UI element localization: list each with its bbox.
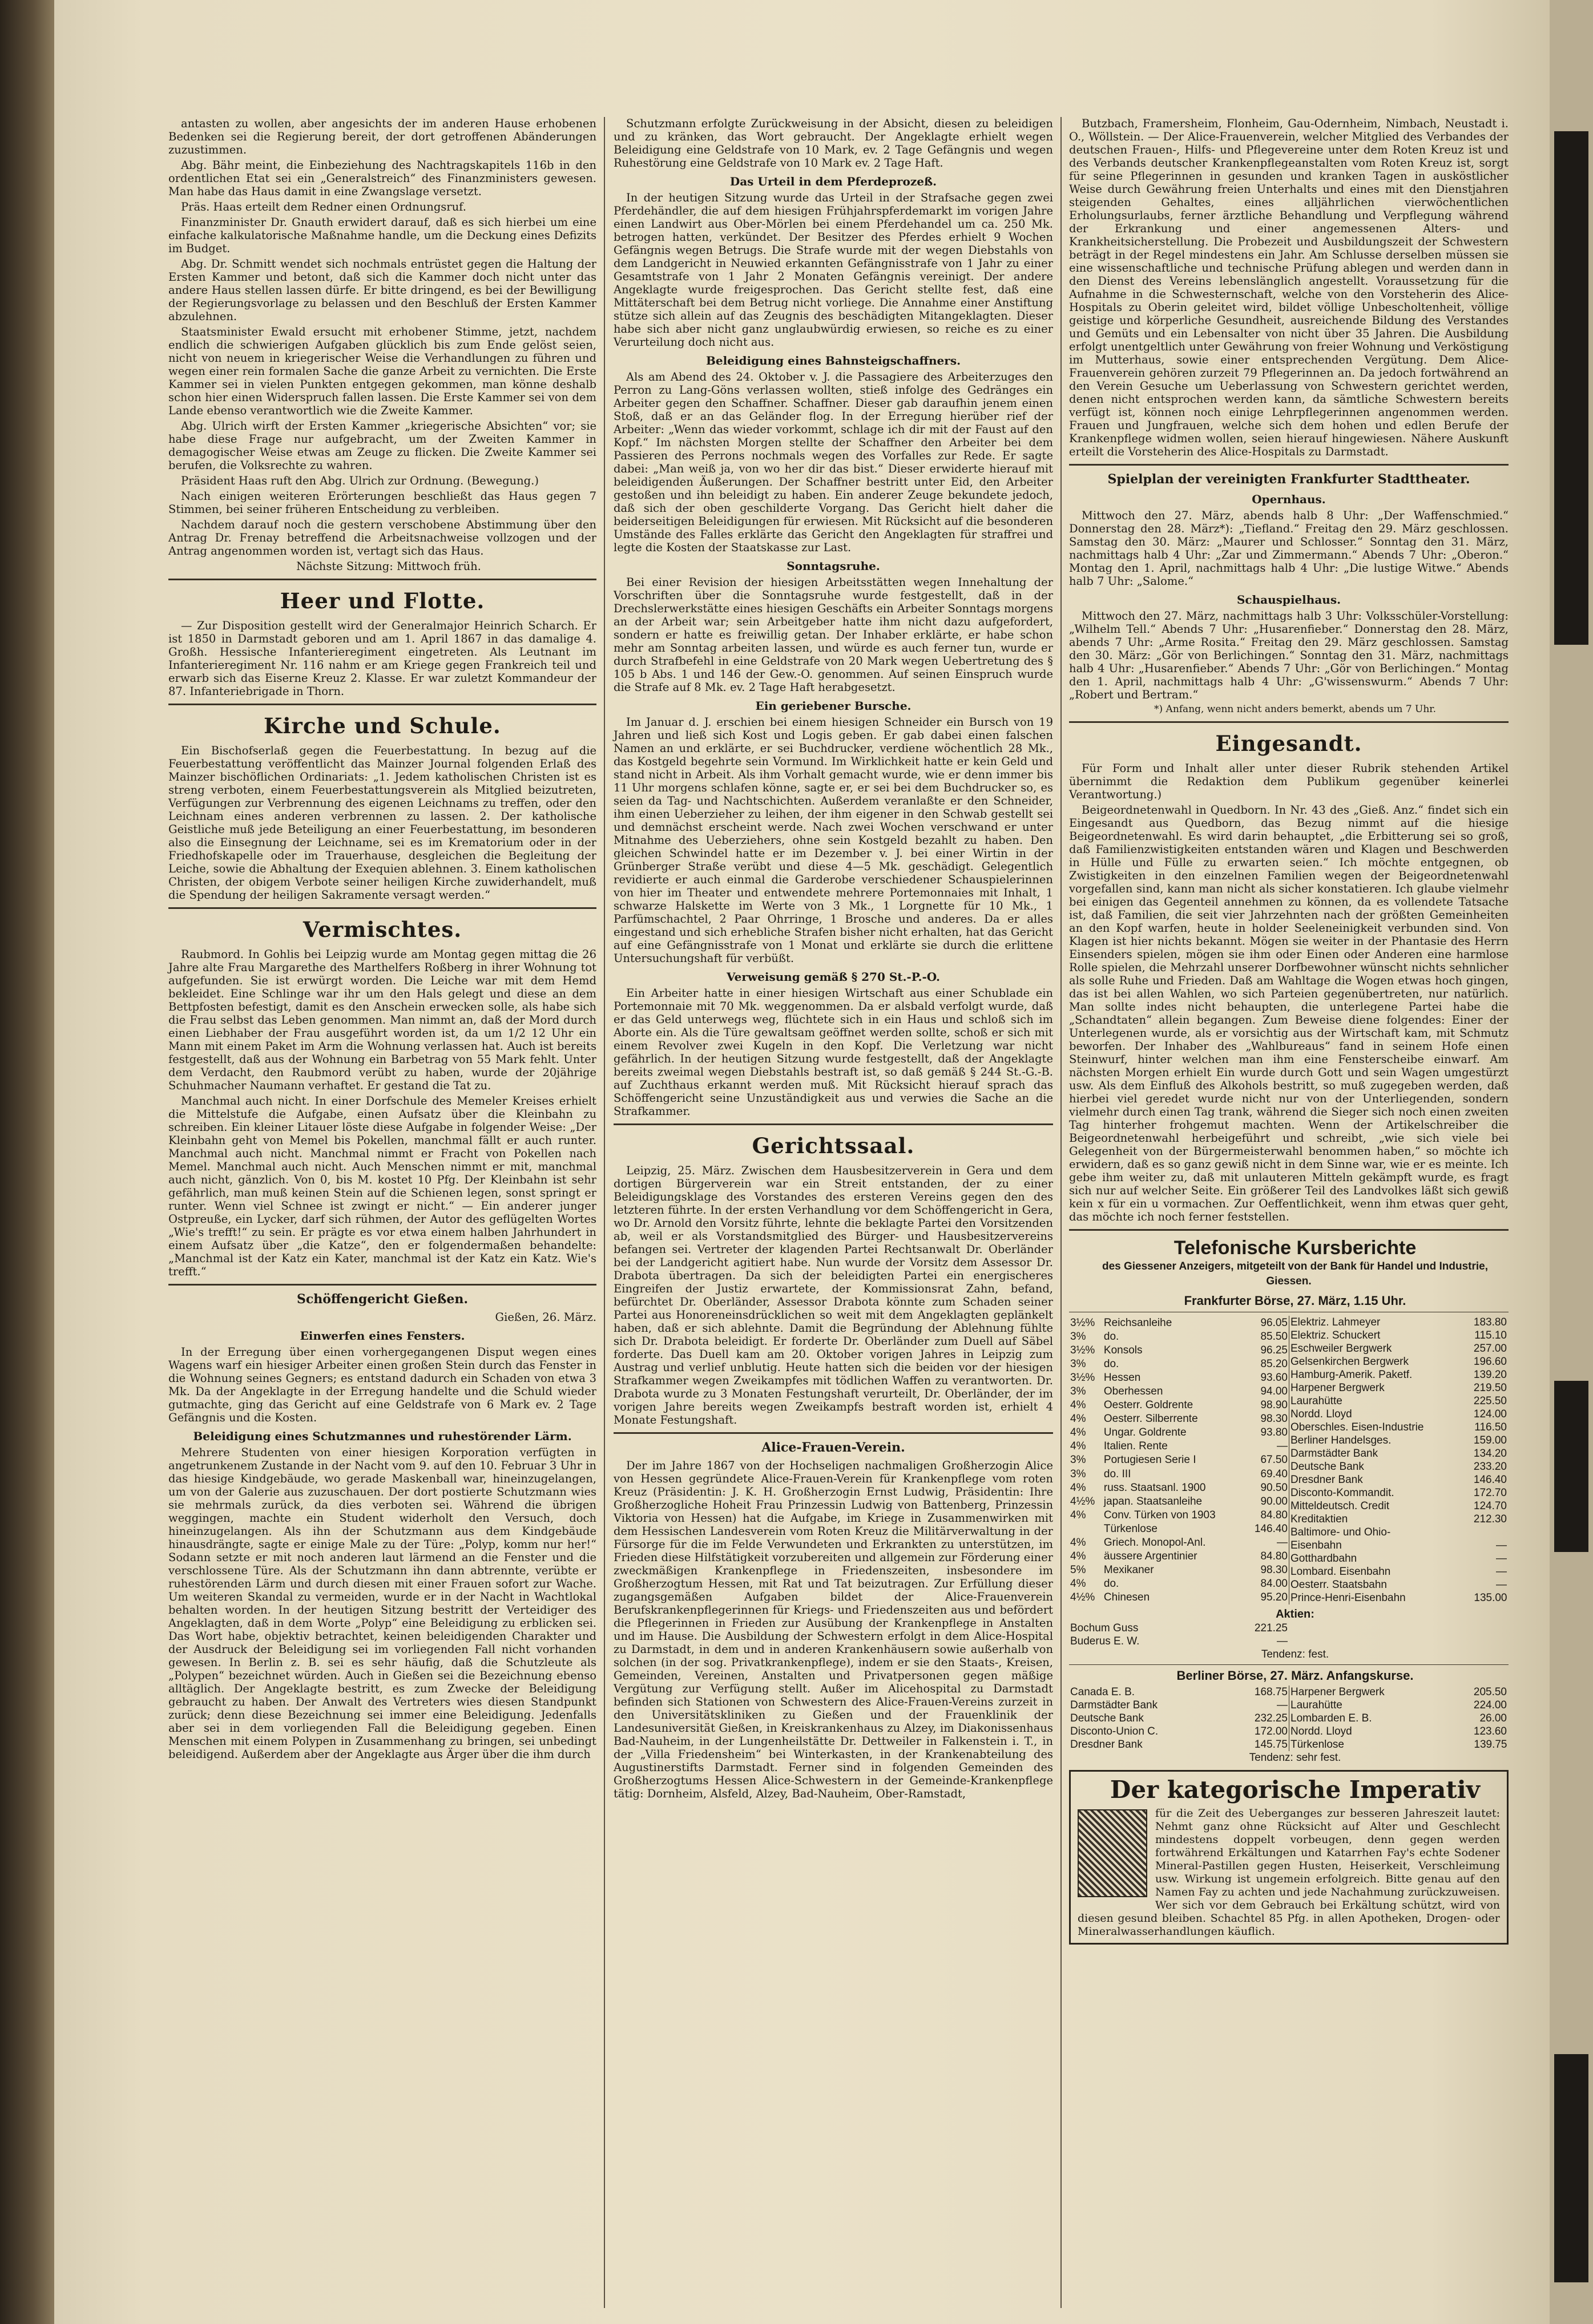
paragraph: In der Erregung über einen vorhergegangenen Disput wegen eines Wagens warf ein hiesiger Arbeiter einen großen Stein durch das Fenster in die Wohnung seines Gegners; es entstand dadurch ein Schaden von etwa 3 Mk. Da der Angeklagte in der Erregung handelte und die Schuld wieder gutmachte, ging das Gericht auf eine Geldstrafe von 6 Mark ev. 2 Tage Gefängnis und die Kosten.: [168, 1345, 596, 1424]
table-row: [1069, 1316, 1289, 1329]
table-cell: 232.25: [1254, 1712, 1288, 1724]
column-rule: [604, 117, 605, 2308]
section-heading-kirche: Kirche und Schule.: [264, 713, 501, 738]
table-cell: Reichsanleihe: [1103, 1316, 1172, 1329]
table-cell: Eschweiler Bergwerk: [1290, 1343, 1392, 1355]
table-row: [1289, 1342, 1509, 1355]
paragraph: Mittwoch den 27. März, abends halb 8 Uhr: „Der Waffenschmied.“ Donnerstag den 28. März*): „Tiefland.“ Freitag den 29. März geschlossen. Samstag den 30. März: „Maurer und Schlosser.“ Sonntag den 31. März, nachmittags halb 4 Uhr: „Zar und Zimmermann.“ Abends 7 Uhr: „Oberon.“ Montag den 1. April, nachmittags halb 4 Uhr: „Die lustige Witwe.“ Abends halb 7 Uhr: „Salome.“: [1069, 509, 1509, 588]
table-cell: 224.00: [1473, 1699, 1507, 1711]
table-cell: —: [1496, 1539, 1507, 1551]
table-cell: Darmstädter Bank: [1070, 1699, 1158, 1711]
table-cell: Oberhessen: [1103, 1385, 1163, 1398]
table-row: [1289, 1447, 1509, 1460]
table-cell: 5%: [1070, 1564, 1086, 1577]
frankfurt-stocks-table: [1289, 1316, 1509, 1604]
table-cell: Gelsenkirchen Bergwerk: [1290, 1356, 1409, 1368]
table-cell: Disconto-Union C.: [1070, 1725, 1159, 1737]
table-cell: 212.30: [1473, 1513, 1507, 1525]
table-row: [1069, 1371, 1289, 1384]
paragraph: Nach einigen weiteren Erörterungen beschließt das Haus gegen 7 Stimmen, bei seiner früheren Entscheidung zu verbleiben.: [168, 490, 596, 516]
table-cell: 116.50: [1474, 1421, 1507, 1433]
table-cell: 159.00: [1473, 1434, 1507, 1446]
table-row: [1289, 1355, 1509, 1368]
table-row: [1069, 1494, 1289, 1508]
table-row: [1069, 1712, 1289, 1725]
divider: [1069, 721, 1509, 723]
table-row: [1289, 1552, 1509, 1565]
table-cell: Elektriz. Lahmeyer: [1290, 1316, 1381, 1328]
table-cell: 205.50: [1473, 1686, 1507, 1698]
table-row: [1069, 1467, 1289, 1481]
table-cell: 96.05: [1260, 1316, 1288, 1329]
paragraph: Abg. Bähr meint, die Einbeziehung des Nachtragskapitels 116b in den ordentlichen Etat sei ein „Generalstreich“ des Finanzministers gewesen. Man habe das Haus damit in eine Zwangslage versetzt.: [168, 159, 596, 198]
table-row: [1289, 1725, 1509, 1738]
table-row: [1289, 1316, 1509, 1329]
table-row: [1069, 1357, 1289, 1371]
ad-text: für die Zeit des Ueberganges zur besseren Jahreszeit lautet: Nehmt ganz ohne Rücksicht auf Alter und Geschlecht mindestens doppelt vorbeugen, denn gegen werden fortwährend Erkältungen und Katarrhen Fay's echte Sodener Mineral-Pastillen gegen Husten, Heiserkeit, Verschleimung usw. Wirkung ist ungemein erfolgreich. Bitte genau auf den Namen Fay zu achten und jede Nachahmung zurückzuweisen. Wer sich vor dem Gebrauch bei Erkältung schützt, wird von diesen gesund bleiben. Schachtel 85 Pfg. in allen Apotheken, Drogen- oder Mineralwasserhandlungen käuflich.: [1078, 1807, 1500, 1938]
table-cell: Lombarden E. B.: [1290, 1712, 1372, 1724]
section-heading-gerichtssaal: Gerichtssaal.: [752, 1133, 915, 1158]
table-cell: 3½%: [1070, 1316, 1095, 1329]
table-cell: 124.70: [1473, 1500, 1507, 1512]
table-row: [1069, 1635, 1289, 1648]
table-cell: Nordd. Lloyd: [1290, 1408, 1352, 1420]
stock-report: [1069, 1236, 1509, 1764]
ad-title: Der kategorische Imperativ: [1110, 1776, 1481, 1804]
stock-report-title: Telefonische Kursberichte: [1173, 1237, 1417, 1259]
aktien-table: [1069, 1622, 1289, 1648]
table-cell: —: [1496, 1566, 1507, 1578]
table-cell: 219.50: [1473, 1382, 1507, 1394]
table-row: [1069, 1481, 1289, 1494]
table-cell: 257.00: [1473, 1343, 1507, 1355]
table-row: [1289, 1434, 1509, 1447]
divider: [168, 1284, 596, 1286]
table-cell: do. III: [1103, 1468, 1131, 1480]
paragraph: Finanzminister Dr. Gnauth erwidert darauf, daß es sich hierbei um eine einfache kalkulatorische Maßnahme handle, um die Deckung eines Defizits im Budget.: [168, 216, 596, 255]
table-cell: Laurahütte: [1290, 1699, 1342, 1711]
table-row: [1069, 1426, 1289, 1440]
table-cell: 183.80: [1473, 1316, 1507, 1328]
subheading: Verweisung gemäß § 270 St.-P.-O.: [726, 970, 941, 984]
table-cell: 90.00: [1260, 1495, 1288, 1507]
table-row: [1289, 1381, 1509, 1395]
paragraph: Butzbach, Framersheim, Flonheim, Gau-Odernheim, Nimbach, Neustadt i. O., Wöllstein. — Der Alice-Frauenverein, welcher Mitglied des Verbandes der deutschen Frauen-, Hilfs- und Pflegevereine unter dem Roten Kreuz ist und des Verbands deutscher Krankenpflegeanstalten vom Roten Kreuz ist, sorgt für seine Pflegerinnen in gesunden und kranken Tagen in ausköstlicher Weise durch Gewährung freien Unterhalts und eines mit den Dienstjahren steigenden Gehaltes, eines alljährlichen vierwöchentlichen Erholungsurlaubs, ferner ärztliche Behandlung und Verpflegung während der Erkrankung und einer angemessenen Alters- und Krankheitsicherstellung. Die Probezeit und Ausbildungszeit der Schwestern beträgt in der Regel mindestens ein Jahr. Am Schlusse derselben müssen sie eine wissenschaftliche und technische Prüfung ablegen und werden dann in den Dienst des Vereins lebenslänglich angestellt. Voraussetzung für die Aufnahme in die Schwesternschaft, welche von den Vorsteherin des Alice-Hospitals zu Oberin geleitet wird, bildet völlige Unbescholtenheit, völlige geistige und körperliche Gesundheit, ausreichende Bildung des Verstandes und Gemüts und ein Lebensalter von nicht über 35 Jahren. Die Ausbildung erfolgt unentgeltlich unter Gewährung von freier Wohnung und Verköstigung im Mutterhaus, sowie einer entsprechenden Vergütung. Dem Alice-Frauenverein gehören zurzeit 79 Pflegerinnen an. Da jedoch fortwährend an den Verein Gesuche um Ueberlassung von Schwestern gerichtet werden, denen nicht entsprochen werden kann, da sämtliche Schwestern bereits verfügt ist, können noch einige Lehrpflegerinnen angenommen werden. Frauen und Jungfrauen, welche sich dem hohen und edlen Berufe der Krankenpflege widmen wollen, seien hierauf hingewiesen. Nähere Auskunft erteilt die Vorsteherin des Alice-Hospitals zu Darmstadt.: [1069, 117, 1509, 458]
table-cell: —: [1277, 1699, 1288, 1711]
table-cell: Lombard. Eisenbahn: [1290, 1566, 1391, 1578]
table-cell: 4%: [1070, 1440, 1086, 1453]
table-row: [1069, 1725, 1289, 1738]
table-row: [1289, 1578, 1509, 1591]
table-cell: Ungar. Goldrente: [1103, 1426, 1187, 1439]
table-row: [1069, 1550, 1289, 1563]
paragraph: — Zur Disposition gestellt wird der Generalmajor Heinrich Scharch. Er ist 1850 in Darmstadt geboren und am 1. April 1867 in das damalige 4. Großh. Hessische Infanterieregiment eingetreten. Als Leutnant im Infanterieregiment Nr. 116 nahm er am Kriege gegen Frankreich teil und erwarb sich das Eiserne Kreuz 2. Klasse. Er war zuletzt Kommandeur der 87. Infanteriebrigade in Thorn.: [168, 619, 596, 698]
table-cell: 4%: [1070, 1399, 1086, 1412]
frankfurt-table: [1069, 1316, 1509, 1604]
table-cell: 196.60: [1473, 1356, 1507, 1368]
table-cell: 98.90: [1260, 1399, 1288, 1412]
table-row: [1289, 1368, 1509, 1381]
paragraph: Im Januar d. J. erschien bei einem hiesigen Schneider ein Bursch von 19 Jahren und ließ sich Kost und Logis geben. Er gab dabei einen falschen Namen an und erklärte, er sei Buchdrucker, verdiene wöchentlich 28 Mk., das Kostgeld begehrte sein Vormund. Im Wirklichkeit hatte er kein Geld und stand nicht in Arbeit. Als ihm Vorhalt gemacht wurde, wie er denn immer bis 11 Uhr morgens schlafen könne, sagte er, er sei bei dem Buchdrucker so, es seien da Tag- und Nachtschichten. Außerdem veranlaßte er den Schneider, ihm einen Ueberzieher zu leihen, der ihm eigener in den Schwab gestellt sei und demnächst erscheint werde. Nach zwei Wochen verschwand er unter Mitnahme des Ueberziehers, ohne sein Kostgeld bezahlt zu haben. Den gleichen Schwindel hatte er im Dezember v. J. bei einer Wirtin in der Grünberger Straße verübt und diese 4—5 Mk. geschädigt. Gelegentlich revidierte er auch einmal die Garderobe verschiedener Schauspielerinnen von hier im Theater und entwendete mehrere Portemonnaies mit Inhalt, 1 schwarze Halskette im Werte von 3 Mk., 1 Lorgnette für 10 Mk., 1 Parfümschachtel, 2 Paar Ohrringe, 1 Brosche und anderes. Da er alles eingestand und sich erhebliche Strafen bisher nicht erhalten, hat das Gericht auf eine Gefängnisstrafe von 1 Monat und erklärte sie durch die erlittene Untersuchungshaft für verbüßt.: [614, 716, 1053, 965]
table-cell: 3%: [1070, 1385, 1086, 1398]
paragraph: Als am Abend des 24. Oktober v. J. die Passagiere des Arbeiterzuges den Perron zu Lang-Göns verlassen wollten, stieß infolge des Gedränges ein Arbeiter gegen den Schaffner. Schaffner. Dieser gab daraufhin jenem einen Stoß, daß er an das Geländer flog. In der Erregung hierüber rief der Arbeiter: „Wenn das wieder vorkommt, schlage ich dir mit der Faust auf den Kopf.“ Im nächsten Morgen stellte der Schaffner den Arbeiter bei dem Passieren des Perrons nochmals wegen des Vorfalles zur Rede. Er sagte dabei: „Man weiß ja, von wo her dir das bist.“ Dieser erwiderte hierauf mit beleidigenden Äußerungen. Der Schaffner bestritt unter Eid, den Arbeiter gestoßen und ihn beleidigt zu haben. Ein anderer Zeuge bekundete jedoch, daß sich der oben geschilderte Vorgang. Das Gericht hielt daher die beiderseitigen Beleidigungen für erwiesen. Mit Rücksicht auf die besonderen Umstände des Falles erklärte das Gericht den Angeklagten für straffrei und legte die Kosten der Staatskasse zur Last.: [614, 370, 1053, 554]
table-cell: 4%: [1070, 1578, 1086, 1590]
next-page-edge: [1550, 0, 1593, 2324]
table-cell: 172.70: [1473, 1487, 1507, 1499]
divider: [1069, 1664, 1509, 1665]
table-row: [1069, 1622, 1289, 1635]
table-cell: Oesterr. Silberrente: [1103, 1413, 1198, 1425]
subheading: Opernhaus.: [1252, 492, 1326, 506]
table-cell: 26.00: [1479, 1712, 1507, 1724]
table-row: [1289, 1699, 1509, 1712]
table-cell: Kreditaktien: [1290, 1513, 1348, 1525]
table-cell: 145.75: [1254, 1739, 1288, 1751]
table-cell: Darmstädter Bank: [1290, 1448, 1378, 1460]
tendency: Tendenz: sehr fest.: [1249, 1752, 1341, 1764]
subheading: Beleidigung eines Bahnsteigschaffners.: [705, 354, 961, 367]
table-cell: 135.00: [1474, 1592, 1507, 1604]
table-row: [1289, 1712, 1509, 1725]
table-cell: Bochum Guss: [1070, 1622, 1139, 1634]
subheading: Beleidigung eines Schutzmannes und ruhestörender Lärm.: [193, 1429, 572, 1443]
table-cell: 134.20: [1473, 1448, 1507, 1460]
column-rule: [1060, 117, 1062, 2308]
table-cell: 3%: [1070, 1330, 1086, 1343]
table-cell: 85.20: [1260, 1357, 1288, 1370]
table-cell: 98.30: [1260, 1413, 1288, 1425]
table-row: [1289, 1686, 1509, 1699]
table-cell: Deutsche Bank: [1070, 1712, 1144, 1724]
table-cell: 3½%: [1070, 1371, 1095, 1384]
table-cell: —: [1277, 1635, 1288, 1647]
table-cell: Harpener Bergwerk: [1290, 1686, 1385, 1698]
book-spine: [0, 0, 54, 2324]
table-cell: 146.40: [1473, 1474, 1507, 1486]
paragraph: Präsident Haas ruft den Abg. Ulrich zur Ordnung. (Bewegung.): [181, 474, 539, 487]
table-cell: 4%: [1070, 1481, 1086, 1494]
table-cell: Mitteldeutsch. Credit: [1290, 1500, 1390, 1512]
table-row: [1069, 1577, 1289, 1591]
section-heading-vermischtes: Vermischtes.: [303, 917, 462, 942]
section-heading-schoeffengericht: Schöffengericht Gießen.: [296, 1292, 469, 1307]
table-cell: Konsols: [1103, 1344, 1143, 1356]
table-row: [1289, 1473, 1509, 1486]
table-cell: —: [1496, 1579, 1507, 1591]
table-cell: Prince-Henri-Eisenbahn: [1290, 1592, 1406, 1604]
table-cell: 4½%: [1070, 1591, 1095, 1604]
paragraph: Nächste Sitzung: Mittwoch früh.: [296, 560, 481, 573]
table-row: [1069, 1399, 1289, 1412]
section-heading-eingesandt: Eingesandt.: [1215, 731, 1362, 756]
table-row: [1069, 1686, 1289, 1699]
table-cell: Chinesen: [1103, 1591, 1150, 1604]
table-cell: 124.00: [1473, 1408, 1507, 1420]
berlin-right-table: [1289, 1686, 1509, 1751]
table-cell: Berliner Handelsges.: [1290, 1434, 1392, 1446]
table-cell: Eisenbahn: [1290, 1539, 1342, 1551]
table-row: [1289, 1591, 1509, 1604]
paragraph: Mittwoch den 27. März, nachmittags halb 3 Uhr: Volksschüler-Vorstellung: „Wilhelm Tell.“ Abends 7 Uhr: „Husarenfieber.“ Donnerstag den 28. März, abends 7 Uhr: „Arme Rosita.“ Freitag den 29. März geschlossen. Samstag den 30. März: „Gör von Berlichingen.“ Sonntag den 31. März, nachmittags halb 4 Uhr: „Husarenfieber.“ Abends 7 Uhr: „Gör von Berlichingen.“ Montag den 1. April, nachmittags halb 4 Uhr: „G'wissenswurm.“ Abends 7 Uhr: „Robert und Bertram.“: [1069, 609, 1509, 701]
table-row: [1289, 1565, 1509, 1578]
table-cell: japan. Staatsanleihe: [1103, 1495, 1203, 1507]
table-cell: 139.75: [1474, 1739, 1507, 1751]
paragraph: Schutzmann erfolgte Zurückweisung in der Absicht, diesen zu beleidigen und zu kränken, das Wort gebraucht. Der Angeklagte erhielt wegen Beleidigung eine Geldstrafe von 10 Mark, ev. 2 Tage Gefängnis und wegen Ruhestörung eine Geldstrafe von 10 Mark ev. 2 Tage Haft.: [614, 117, 1053, 169]
table-cell: 4%: [1070, 1426, 1086, 1439]
table-row: [1069, 1699, 1289, 1712]
table-cell: Türkenlose: [1103, 1522, 1158, 1535]
divider: [168, 579, 596, 580]
table-row: [1069, 1508, 1289, 1522]
table-cell: 3%: [1070, 1357, 1086, 1370]
table-cell: 4%: [1070, 1550, 1086, 1563]
table-cell: Hamburg-Amerik. Paketf.: [1290, 1369, 1413, 1381]
paragraph: Mehrere Studenten von einer hiesigen Korporation verfügten in angetrunkenem Zustande in der Nacht vom 9. auf den 10. Februar 3 Uhr in das hiesige Kindgebäude, wo gerade Maskenball war, hineinzugelangen, um von der Galerie aus zuzuschauen. Der dort postierte Schutzmann wies sie mehrmals zurück, da dies verboten sei. Während die übrigen weggingen, machte ein Student widerholt den Versuch, doch hineinzugelangen. Als ihn der Schutzmann aus dem Kindgebäude hinausdrängte, sagte er einige Male zu der Türe: „Polyp, komm nur her!“ Sodann setzte er mit noch anderen laut lärmend an die Fenster und die verschlossene Türe. Als der Schutzmann ihn dann abtrennte, verübte er ruhestörenden Lärm und durch diesen mit einer Frauen sofort zur Wache. Um weiteren Skandal zu vermeiden, wurde er in der Nacht in Wachtlokal behalten worden. In der heutigen Sitzung bestritt der Verteidiger des Angeklagten, daß in dem Worte „Polyp“ eine Beleidigung zu erblicken sei. Das Wort habe, objektiv betrachtet, keinen beleidigenden Charakter und der Ausdruck der Beleidigung sei im vorliegenden Fall nicht vorhanden gewesen. In Berlin z. B. sei es sehr häufig, daß die Schutzleute als „Polypen“ bezeichnet würden. Auch in Gießen sei die Bezeichnung ebenso alltäglich. Der Angeklagte bestritt, es zum Zwecke der Beleidigung gebraucht zu haben. Der Anwalt des Vertreters wies diesen Standpunkt zurück; denn diese Bezeichnung sei immer eine Beleidigung. Jedenfalls aber sei in dem vorliegenden Fall die Beleidigung gegeben. Einen Menschen mit einem Polypen in Zusammenhang zu bringen, sei unbedingt beleidigend. Außerdem aber der Angeklagte aus Ärger über die ihm durch: [168, 1446, 596, 1761]
table-cell: Laurahütte: [1290, 1395, 1342, 1407]
table-cell: Buderus E. W.: [1070, 1635, 1140, 1647]
table-cell: 233.20: [1473, 1461, 1507, 1473]
table-row: [1069, 1738, 1289, 1751]
column-3: [1069, 117, 1509, 1945]
table-cell: 94.00: [1260, 1385, 1288, 1398]
table-row: [1289, 1539, 1509, 1552]
table-cell: Canada E. B.: [1070, 1686, 1135, 1698]
table-cell: —: [1277, 1440, 1288, 1453]
table-cell: do.: [1103, 1330, 1119, 1343]
table-cell: 93.80: [1260, 1426, 1288, 1439]
paragraph: Abg. Ulrich wirft der Ersten Kammer „kriegerische Absichten“ vor; sie habe diese Frage nur aufgebracht, um der Zweiten Kammer in demagogischer Weise etwas am Zeuge zu flicken. Die Zweite Kammer sei berufen, die Volksrechte zu wahren.: [168, 419, 596, 472]
frankfurt-heading: Frankfurter Börse, 27. März, 1.15 Uhr.: [1184, 1294, 1406, 1308]
dateline: Gießen, 26. März.: [495, 1311, 596, 1324]
table-cell: 98.30: [1260, 1564, 1288, 1577]
table-cell: 225.50: [1473, 1395, 1507, 1407]
paragraph: Abg. Dr. Schmitt wendet sich nochmals entrüstet gegen die Haltung der Ersten Kammer und betont, daß sich die Kammer doch nicht unter das andere Haus stellen lassen dürfe. Er bitte dringend, es bei der Bewilligung der Regierungsvorlage zu belassen und den Beschluß der Ersten Kammer abzulehnen.: [168, 257, 596, 323]
table-row: [1069, 1536, 1289, 1550]
table-cell: [1462, 1526, 1508, 1539]
table-cell: Hessen: [1103, 1371, 1141, 1384]
paragraph: Manchmal auch nicht. In einer Dorfschule des Memeler Kreises erhielt die Mittelstufe die Aufgabe, einen Aufsatz über die Kleinbahn zu schreiben. Ein kleiner Litauer löste diese Aufgabe in folgender Weise: „Der Kleinbahn geht von Memel bis Pokellen, manchmal fällt er auch runter. Manchmal auch nicht. Manchmal nimmt er Fracht von Pokellen nach Memel. Manchmal auch nicht. Auch Menschen nimmt er mit, manchmal auch nicht, gänzlich. Von 0, bis M. kostet 10 Pfg. Der Kleinbahn ist sehr gefährlich, man muß keinen Stein auf die Schienen legen, sonst springt er runter. Wenn viel Schnee ist zwingt er nicht.“ — Ein anderer junger Ostpreuße, ein Lycker, darf sich rühmen, der Autor des geflügelten Wortes „Wie's trefft!“ zu sein. Er prägte es vor etwa einem halben Jahrhundert in einem Aufsatz über „die Katze“, den er folgendermaßen behandelte: „Manchmal ist der Katz ein Kater, manchmal ist der Katz ein Katz. Wie's trefft.“: [168, 1094, 596, 1278]
table-cell: 84.80: [1260, 1509, 1288, 1521]
table-row: [1069, 1412, 1289, 1426]
table-cell: Conv. Türken von 1903: [1103, 1509, 1216, 1521]
table-cell: 139.20: [1473, 1369, 1507, 1381]
table-cell: Gotthardbahn: [1290, 1553, 1357, 1565]
table-cell: 4%: [1070, 1537, 1086, 1549]
table-cell: [1069, 1522, 1103, 1535]
table-cell: Italien. Rente: [1103, 1440, 1168, 1453]
table-cell: 146.40: [1254, 1522, 1288, 1535]
berlin-heading: Berliner Börse, 27. März. Anfangskurse.: [1176, 1668, 1414, 1683]
table-row: [1069, 1440, 1289, 1453]
table-cell: Dresdner Bank: [1070, 1739, 1143, 1751]
table-row: [1069, 1453, 1289, 1467]
column-1: [168, 117, 596, 1763]
table-cell: do.: [1103, 1357, 1119, 1370]
table-row: [1289, 1329, 1509, 1342]
table-cell: 123.60: [1473, 1725, 1507, 1737]
stock-report-subtitle: des Giessener Anzeigers, mitgeteilt von der Bank für Handel und Industrie, Giessen.: [1102, 1260, 1489, 1287]
table-cell: Harpener Bergwerk: [1290, 1382, 1385, 1394]
table-cell: Oberschles. Eisen-Industrie: [1290, 1421, 1424, 1433]
table-cell: Disconto-Kommandit.: [1290, 1487, 1394, 1499]
berlin-left-table: [1069, 1686, 1289, 1751]
table-row: [1069, 1329, 1289, 1343]
divider: [1069, 1229, 1509, 1231]
table-row: [1289, 1421, 1509, 1434]
table-row: [1289, 1408, 1509, 1421]
paragraph: Nachdem darauf noch die gestern verschobene Abstimmung über den Antrag Dr. Frenay betreffend die Arbeitsnachweise vollzogen und der Antrag angenommen worden ist, vertagt sich das Haus.: [168, 518, 596, 557]
table-cell: Oesterr. Goldrente: [1103, 1399, 1193, 1412]
paragraph: Leipzig, 25. März. Zwischen dem Hausbesitzerverein in Gera und dem dortigen Bürgerverein war ein Streit entstanden, der zu einer Beleidigungsklage des Vorstandes des ersteren Vereins gegen den des letzteren führte. In der ersten Verhandlung vor dem Schöffengericht in Gera, wo Dr. Arnold den Vorsitz führte, lehnte die beklagte Partei den Vorsitzenden ab, weil er als Vorstandsmitglied des Bürger- und Hausbesitzervereins befangen sei. Vertreter der klagenden Partei Rechtsanwalt Dr. Oberländer bei der Landgericht agitiert habe. Nun wurde der Vorsitz dem Assessor Dr. Drabota übertragen. Da sich der beleidigten Partei ein energischeres Eingreifen der Justiz erwartete, der Kommissionsrat Zahn, befand, befürchtet Dr. Oberländer, Assessor Drabota könnte zum Schaden seiner Partei aus Honoreneinsdrücklichen so weit mit dem Angeklagten geplänkelt haben, daß er sich ablehnte. Damit die Begründung der Ablehnung fühlte sich Dr. Drabota beleidigt. Er forderte Dr. Oberländer zum Duell auf Säbel forderte. Das Duell kam am 20. Oktober vorigen Jahres in Leipzig zum Austrag und verlief unblutig. Heute hatten sich die beiden vor der hiesigen Strafkammer wegen Zweikampfes mit tödlichen Waffen zu verantworten. Dr. Drabota wurde zu 3 Monaten Festungshaft verurteilt, Dr. Oberländer, der im vorigen Jahre bereits wegen Zweikampfs bestraft worden ist, erhielt 4 Monate Festungshaft.: [614, 1164, 1053, 1426]
table-row: [1289, 1526, 1509, 1539]
subheading: Das Urteil in dem Pferdeprozeß.: [729, 175, 937, 188]
table-cell: 4%: [1070, 1509, 1086, 1521]
table-cell: 67.50: [1260, 1454, 1288, 1466]
table-row: [1289, 1738, 1509, 1751]
divider: [168, 907, 596, 909]
table-cell: 3%: [1070, 1454, 1086, 1466]
table-cell: —: [1277, 1537, 1288, 1549]
tendency: Tendenz: fest.: [1261, 1648, 1329, 1660]
table-cell: 90.50: [1260, 1481, 1288, 1494]
table-cell: 85.50: [1260, 1330, 1288, 1343]
table-row: [1289, 1486, 1509, 1500]
disclaimer: Für Form und Inhalt aller unter dieser Rubrik stehenden Artikel übernimmt die Redaktion dem Publikum gegenüber keinerlei Verantwortung.): [1069, 762, 1509, 801]
section-heading-alice: Alice-Frauen-Verein.: [761, 1440, 905, 1455]
section-heading-theater: Spielplan der vereinigten Frankfurter Stadttheater.: [1107, 472, 1470, 487]
table-row: [1069, 1522, 1289, 1535]
table-cell: 168.75: [1254, 1686, 1288, 1698]
table-cell: Griech. Monopol-Anl.: [1103, 1537, 1206, 1549]
table-cell: 84.00: [1260, 1578, 1288, 1590]
ad-illustration: [1078, 1809, 1147, 1897]
table-cell: Türkenlose: [1290, 1739, 1344, 1751]
paragraph: Ein Arbeiter hatte in einer hiesigen Wirtschaft aus einer Schublade ein Portemonnaie mit 70 Mk. weggenommen. Da er alsbald verfolgt wurde, daß er das Geld unterwegs weg, flüchtete sich in ein Haus und schloß sich im Aborte ein. Als die Türe gewaltsam geöffnet werden sollte, schoß er sich mit einem Revolver zwei Kugeln in den Kopf. Die Verletzung war nicht gefährlich. In der heutigen Sitzung wurde festgestellt, daß der Angeklagte bereits zweimal wegen Diebstahls bestraft ist, so daß gemäß § 244 St.-G.-B. auf Zuchthaus erkannt werden muß. Mit Rücksicht hierauf sprach das Schöffengericht seine Unzuständigkeit aus und verwies die Sache an die Strafkammer.: [614, 987, 1053, 1118]
table-row: [1289, 1500, 1509, 1513]
table-cell: 95.20: [1260, 1591, 1288, 1604]
divider: [614, 1432, 1053, 1434]
subheading: Einwerfen eines Fensters.: [300, 1329, 465, 1343]
table-cell: äussere Argentinier: [1103, 1550, 1197, 1563]
table-cell: Elektriz. Schuckert: [1290, 1329, 1381, 1341]
table-row: [1069, 1384, 1289, 1398]
table-cell: Portugiesen Serie I: [1103, 1454, 1196, 1466]
table-cell: 115.10: [1474, 1329, 1507, 1341]
table-cell: 84.80: [1260, 1550, 1288, 1563]
paragraph: Präs. Haas erteilt dem Redner einen Ordnungsruf.: [181, 200, 466, 213]
divider: [614, 1123, 1053, 1125]
subheading: Ein geriebener Bursche.: [755, 699, 912, 713]
table-row: [1289, 1460, 1509, 1473]
table-cell: do.: [1103, 1578, 1119, 1590]
table-cell: 69.40: [1260, 1468, 1288, 1480]
divider: [1069, 464, 1509, 466]
table-row: [1289, 1513, 1509, 1526]
paragraph: Ein Bischofserlaß gegen die Feuerbestattung. In bezug auf die Feuerbestattung veröffentlicht das Mainzer Journal folgenden Erlaß des Mainzer bischöflichen Ordinariats: „1. Jedem katholischen Christen ist es streng verboten, einem Feuerbestattungsverein als Mitglied beizutreten, Verfügungen zur Verbrennung des eigenen Leichnams zu treffen, oder den Leichnam eines anderen verbrennen zu lassen. 2. Der katholische Geistliche muß jede Beteiligung an einer Feuerbestattung, im besonderen also die Einsegnung der Leichname, sei es im Krematorium oder in der Friedhofskapelle oder im Trauerhause, desgleichen die Begleitung der Leiche, sowie die Abhaltung der Exequien ablehnen. 3. Einem katholischen Christen, der obigem Verbote seiner heiligen Kirche zuwiderhandelt, muß die Spendung der heiligen Sakramente versagt werden.“: [168, 744, 596, 902]
table-cell: Mexikaner: [1103, 1564, 1154, 1577]
footnote: *) Anfang, wenn nicht anders bemerkt, abends um 7 Uhr.: [1154, 704, 1436, 715]
table-row: [1069, 1591, 1289, 1604]
paragraph: Beigeordnetenwahl in Quedborn. In Nr. 43 des „Gieß. Anz.“ findet sich ein Eingesandt aus Quedborn, das Bezug nimmt auf die hiesige Beigeordnetenwahl. Es wird darin behauptet, „die Erbitterung sei so groß, daß Familienzwistigkeiten entstanden wären und Klagen und Beschwerden in Hülle und Fülle zu erwarten seien.“ Ich möchte entgegnen, ob Zwistigkeiten in den einzelnen Familien wegen der Beigeordnetenwahl vorgefallen sind, kann man nicht als sicher konstatieren. Ich glaube vielmehr bei einigen das Gegenteil annehmen zu können, da es vollendete Tatsache ist, daß Familien, die seit vier Jahrzehnten nach der größten Gemeinheiten an den Kopf warfen, heute in holder Seeleneinigkeit verbunden sind. Von Klagen ist hier nichts bekannt. Mögen sie weiter in der Phantasie des Herrn Einsenders spielen, mögen sie ihm oder Einen oder Anderen eine harmlose Rolle spielen, die Mehrzahl unserer Dorfbewohner wünscht nichts sehnlicher als solle Ruhe und Frieden. Daß am Wahltage die Wogen etwas hoch gingen, das ist bei allen Wahlen, wo sich Parteien gegenübertreten, nur natürlich. Man sollte indes nicht behaupten, die unterlegene Partei habe die „Schandtaten“ allein begangen. Zum Beweise diene folgendes: Einer der Unterlegenen wurde, als er vorsichtig aus der Wirtschaft kam, mit Schmutz beworfen. Der Inhaber des „Wahlbureaus“ fand in seinem Hofe einen Steinwurf, hinter welchen man ihm eine Fensterscheibe einwarf. Am nächsten Morgen erhielt Ein wurde durch Gott und sein Wagen umgestürzt usw. Als dem Einfluß des Alkohols bestritt, so muß zugegeben werden, daß hierbei viel geredet wurde nicht nur von der Unterliegenden, sondern vielmehr durch einen Tag trank, während die Sieger sich noch einen zweiten Tag hinterher frohgemut machten. Wenn der Artikelschreiber die Beigeordnetenwahl herbeigeführt und schreibt, „wie sich viele bei Gelegenheit von der Bürgermeisterwahl benommen haben,“ so möchte ich erwidern, daß es so ganz gewiß nicht in dem Sinne war, wie er es meinte. Ich gebe ihm weiter zu, daß mit unlauteren Mitteln gekämpft wurde, es fragt sich nur auf welcher Seite. Ein größerer Teil des Landvolkes läßt sich gewiß kein x für ein u vormachen. Zur Oeffentlichkeit, wenn ihm etwas quer geht, das möchte ich noch ferner feststellen.: [1069, 803, 1509, 1223]
section-heading-heer: Heer und Flotte.: [280, 588, 485, 613]
divider: [168, 704, 596, 705]
paragraph: Der im Jahre 1867 von der Hochseligen nachmaligen Großherzogin Alice von Hessen gegründete Alice-Frauen-Verein für Krankenpflege vom roten Kreuz (Präsidentin: J. K. H. Großherzogin Ernst Ludwig, Präsidentin: Ihre Großherzogliche Hoheit Frau Prinzessin Ludwig von Battenberg, Prinzessin Viktoria von Hessen) hat die Aufgabe, im Kriege in Zusammenwirken mit dem Hessischen Landesverein vom Roten Kreuz die Militärverwaltung in der Fürsorge für die im Felde Verwundeten und Erkrankten zu unterstützen, im Frieden diese Hilfstätigkeit vorzubereiten und allgemein zur Förderung einer zweckmäßigen Krankenpflege in Friedenszeiten, insbesondere im Großherzogtum Hessen, mit Rat und Tat beizutragen. Zur Erfüllung dieser zugangsgemäßen Aufgaben bildet der Alice-Frauenverein Berufskrankenpflegerinnen für Kriegs- und Friedenszeiten aus und befördert die Pflegerinnen in Frieden zur Ausübung der Krankenpflege in Anstalten und im Hause. Die Ausbildung der Schwestern erfolgt in dem Alice-Hospital zu Darmstadt, in dem und in anderen Krankenhäusern sowie außerhalb von solchen (in der sog. Privatkrankenpflege), indem er sie den Staats-, Kreisen, Gemeinden, Vereinen, Anstalten und Privatpersonen gegen mäßige Vergütung zur Verfügung stellt. Außer im Alicehospital zu Darmstadt befinden sich Stationen von Schwestern des Alice-Frauen-Vereins zurzeit in den Universitätskliniken zu Gießen und der Frauenklinik der Landesuniversität Gießen, in Kreiskrankenhaus zu Alzey, im Diakonissenhaus Bad-Nauheim, in der Lungenheilstätte Dr. Dettweiler in Falkenstein i. T., in der „Villa Friedensheim“ bei Winterkasten, in der Krankenabteilung des Augustinerstifts Darmstadt. Ferner sind in folgenden Gemeinden des Großherzogtums Hessen Alice-Schwestern in der Gemeinde-Krankenpflege tätig: Dornheim, Alsfeld, Alzey, Bad-Nauheim, Ober-Ramstadt,: [614, 1459, 1053, 1800]
subheading: Schauspielhaus.: [1236, 593, 1341, 607]
column-2: [614, 117, 1053, 1802]
table-cell: 172.00: [1254, 1725, 1288, 1737]
table-cell: 96.25: [1260, 1344, 1288, 1356]
table-cell: russ. Staatsanl. 1900: [1103, 1481, 1206, 1494]
table-cell: Nordd. Lloyd: [1290, 1725, 1352, 1737]
table-row: [1069, 1563, 1289, 1577]
subheading: Sonntagsruhe.: [787, 559, 880, 573]
paragraph: In der heutigen Sitzung wurde das Urteil in der Strafsache gegen zwei Pferdehändler, die auf dem hiesigen Frühjahrspferdemarkt im vorigen Jahre einen Landwirt aus Ober-Mörlen bei einem Pferdehandel um ca. 250 Mk. betrogen hatten, verkündet. Der Besitzer des Pferdes erhielt 9 Wochen Gefängnis wegen Betrugs. Die Strafe wurde mit der wegen Diebstahls von dem Landgericht in Neuwied erkannten Gefängnisstrafe von 1 Jahr zu einer Gesamtstrafe von 1 Jahr 2 Monaten Gefängnis vereinigt. Der andere Angeklagte wurde freigesprochen. Das Gericht stellte fest, daß eine Mittäterschaft bei dem Betrug nicht vorliege. Die Annahme einer Anstiftung stütze sich allein auf das Zeugnis des beschädigten Mitangeklagten. Dieser habe sich aber nicht ganz unglaubwürdig erwiesen, so reiche es zu einer Verurteilung doch nicht aus.: [614, 191, 1053, 349]
table-row: [1069, 1343, 1289, 1357]
table-cell: Dresdner Bank: [1290, 1474, 1363, 1486]
table-cell: —: [1496, 1553, 1507, 1565]
table-cell: Deutsche Bank: [1290, 1461, 1364, 1473]
table-cell: 3½%: [1070, 1344, 1095, 1356]
table-cell: Baltimore- und Ohio-: [1290, 1526, 1391, 1538]
table-cell: 4%: [1070, 1413, 1086, 1425]
table-cell: 221.25: [1254, 1622, 1288, 1634]
table-cell: 3%: [1070, 1468, 1086, 1480]
paragraph: Staatsminister Ewald ersucht mit erhobener Stimme, jetzt, nachdem endlich die schwierigen Aufgaben glücklich bis zum Ende gelöst seien, nicht von neuem in kriegerischer Weise die Verhandlungen zu führen und wegen einer rein formalen Sache die ganze Arbeit zu vernichten. Die Erste Kammer sei in vielen Punkten entgegen gekommen, man könne deshalb schon hier einen Widerspruch fallen lassen. Die Erste Kammer sei von dem Lande ebenso verantwortlich wie die Zweite Kammer.: [168, 325, 596, 417]
aktien-heading: Aktien:: [1276, 1608, 1314, 1620]
paragraph: Raubmord. In Gohlis bei Leipzig wurde am Montag gegen mittag die 26 Jahre alte Frau Margarethe des Marthelfers Roßberg in ihrer Wohnung tot aufgefunden. Sie ist erwürgt worden. Die Leiche war mit dem Hemd bekleidet. Eine Schlinge war ihr um den Hals gelegt und diese an dem Bettpfosten befestigt, damit es den Anschein erwecken solle, als habe sich die Frau selbst das Leben genommen. Man nimmt an, daß der Mord durch einen Liebhaber der Frau ausgeführt worden ist, da um 1/2 12 Uhr ein Mann mit einem Paket im Arm die Wohnung verlassen hat. Auch ist bereits festgestellt, daß aus der Wohnung ein Barbetrag von 55 Mark fehlt. Unter dem Verdacht, den Raubmord verübt zu haben, wurde der 20jährige Schuhmacher Naumann verhaftet. Er gestand die Tat zu.: [168, 948, 596, 1092]
table-cell: 93.60: [1260, 1371, 1288, 1384]
paragraph: antasten zu wollen, aber angesichts der im anderen Hause erhobenen Bedenken sei die Regierung bereit, der dort getroffenen Abänderungen zuzustimmen.: [168, 117, 596, 156]
table-row: [1289, 1395, 1509, 1408]
table-cell: 4½%: [1070, 1495, 1095, 1507]
table-cell: Oesterr. Staatsbahn: [1290, 1579, 1387, 1591]
berlin-table: [1069, 1686, 1509, 1751]
advertisement: [1069, 1770, 1509, 1945]
frankfurt-bonds-table: [1069, 1316, 1289, 1604]
paragraph: Bei einer Revision der hiesigen Arbeitsstätten wegen Innehaltung der Vorschriften über die Sonntagsruhe wurde festgestellt, daß in der Drechslerwerkstätte eines hiesigen Geschäfts ein Arbeiter Sonntags morgens an der Arbeit war; sein Arbeitgeber hatte ihm nicht dazu aufgefordert, sondern er hatte es freiwillig getan. Der Inhaber erklärte, er habe schon mehr am Sonntag arbeiten lassen, und würde es auch ferner tun, wurde er durch Strafbefehl in eine Geldstrafe von 20 Mark wegen Uebertretung des § 105 b Abs. 1 und 146 der Gew.-O. genommen. Auf seinen Einspruch wurde die Strafe auf 8 Mk. ev. 2 Tage Haft herabgesetzt.: [614, 576, 1053, 694]
